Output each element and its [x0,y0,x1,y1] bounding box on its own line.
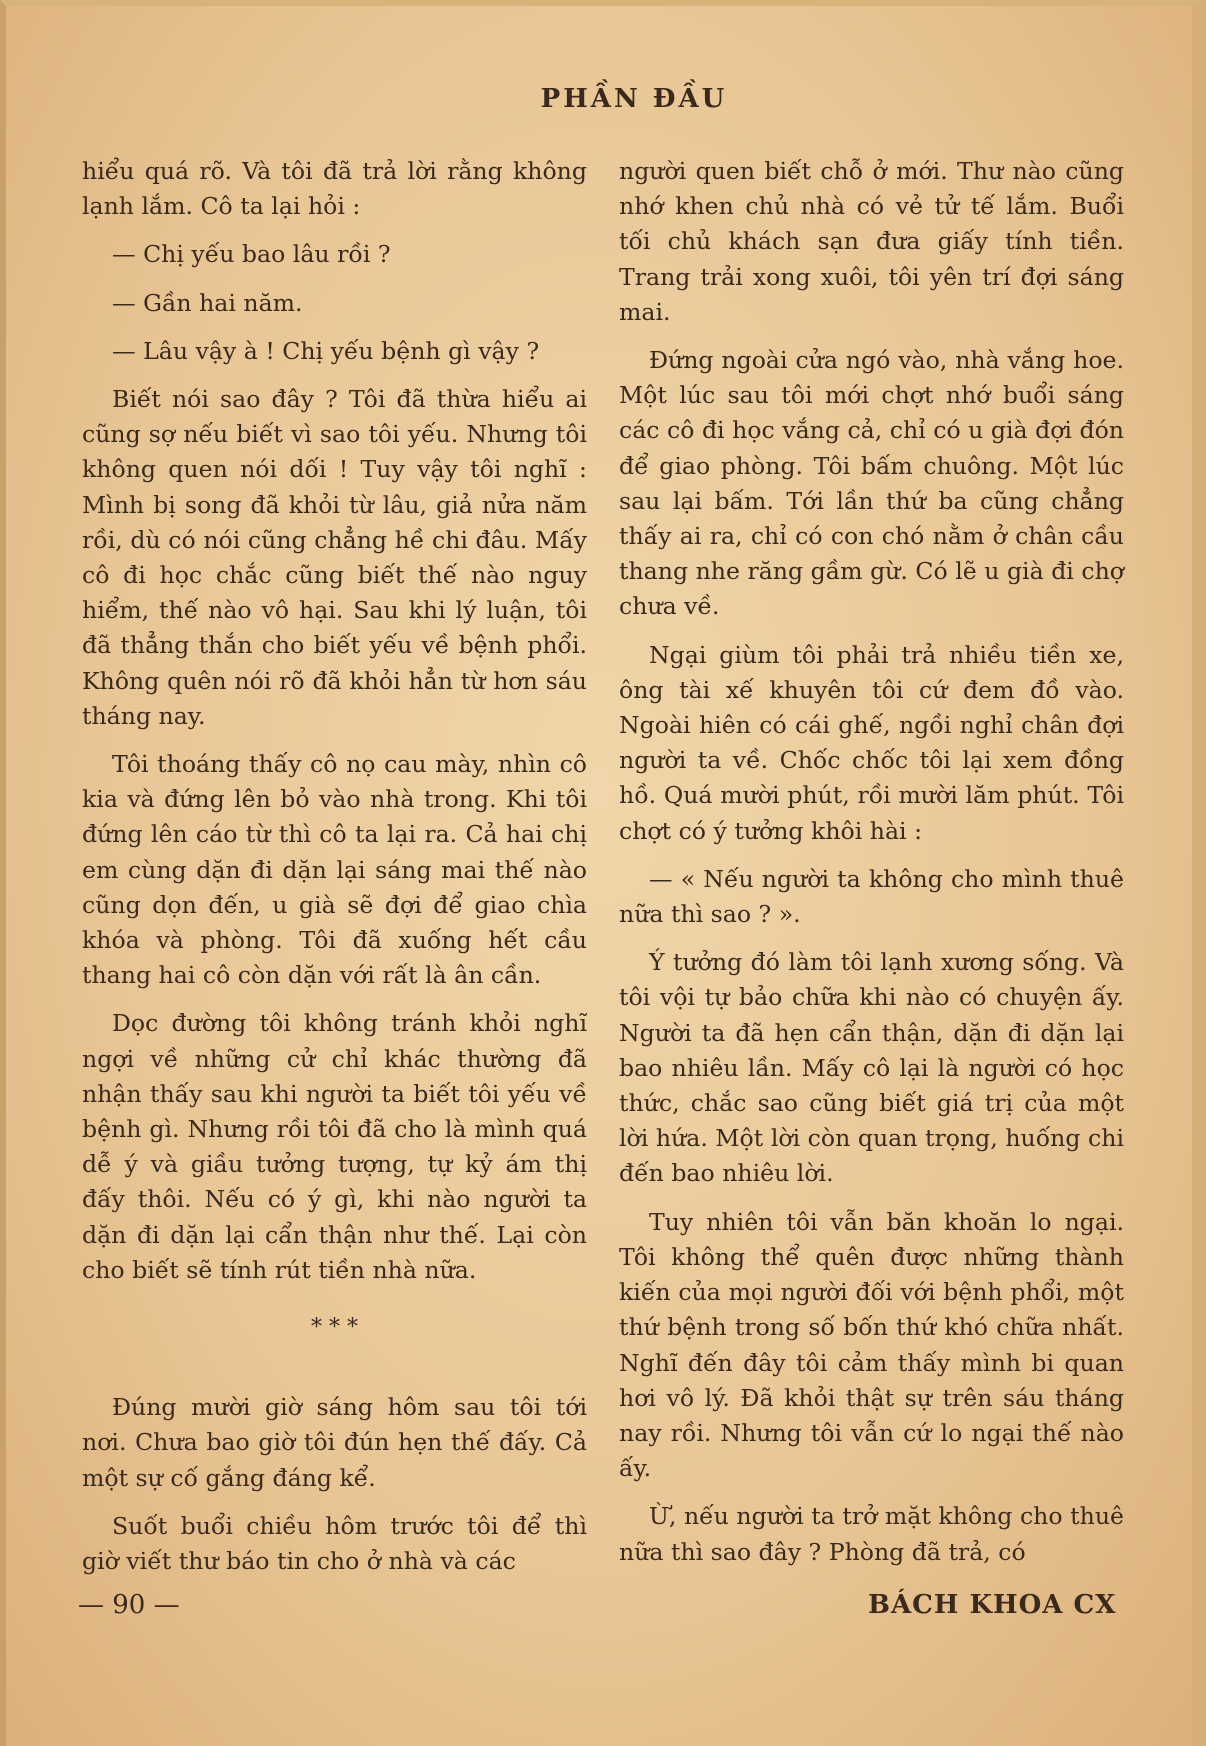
left-column [82,154,587,1592]
magazine-name: BÁCH KHOA CX [868,1590,1117,1620]
paragraph: Suốt buổi chiều hôm trước tôi để thì giờ viết thư báo tin cho ở nhà và các [82,1511,587,1575]
page-number: — 90 — [78,1590,180,1620]
dialogue-line: — Lâu vậy à ! Chị yếu bệnh gì vậy ? [112,336,540,365]
paragraph: Đứng ngoài cửa ngó vào, nhà vắng hoe. Một lúc sau tôi mới chợt nhớ buổi sáng các cô đi học vắng cả, chỉ có u già đợi đón để giao phòng. Tôi bấm chuông. Một lúc sau lại bấm. Tới lần thứ ba cũng chẳng thấy ai ra, chỉ có con chó nằm ở chân cầu thang nhe răng gầm gừ. Có lẽ u già đi chợ chưa về. [619,346,1124,621]
paragraph: Dọc đường tôi không tránh khỏi nghĩ ngợi về những cử chỉ khác thường đã nhận thấy sau khi người ta biết tôi yếu về bệnh gì. Nhưng rồi tôi đã cho là mình quá dễ ý và giầu tưởng tượng, tự kỷ ám thị đấy thôi. Nếu có ý gì, khi nào người ta dặn đi dặn lại cẩn thận như thế. Lại còn cho biết sẽ tính rút tiền nhà nữa. [82,1009,587,1284]
dialogue-line: — Chị yếu bao lâu rồi ? [112,240,391,269]
paragraph: Ý tưởng đó làm tôi lạnh xương sống. Và tôi vội tự bảo chữa khi nào có chuyện ấy. Người ta đã hẹn cẩn thận, dặn đi dặn lại bao nhiêu lần. Mấy cô lại là người có học thức, chắc sao cũng biết giá trị của một lời hứa. Một lời còn quan trọng, huống chi đến bao nhiêu lời. [619,948,1124,1188]
page-header: PHẦN ĐẦU [540,84,728,114]
paragraph: Ừ, nếu người ta trở mặt không cho thuê nữa thì sao đây ? Phòng đã trả, có [619,1502,1124,1566]
paragraph: Tôi thoáng thấy cô nọ cau mày, nhìn cô kia và đứng lên bỏ vào nhà trong. Khi tôi đứng lên cáo từ thì cô ta lại ra. Cả hai chị em cùng dặn đi dặn lại sáng mai thế nào cũng dọn đến, u già sẽ đợi để giao chìa khóa và phòng. Tôi đã xuống hết cầu thang hai cô còn dặn với rất là ân cần. [82,750,587,990]
paragraph: Đúng mười giờ sáng hôm sau tôi tới nơi. Chưa bao giờ tôi đún hẹn thế đấy. Cả một sự cố gắng đáng kể. [82,1393,587,1492]
section-separator: * * * [311,1315,358,1341]
paragraph: Biết nói sao đây ? Tôi đã thừa hiểu ai cũng sợ nếu biết vì sao tôi yếu. Nhưng tôi không quen nói dối ! Tuy vậy tôi nghĩ : Mình bị song đã khỏi từ lâu, giả nửa năm rồi, dù có nói cũng chẳng hề chi đâu. Mấy cô đi học chắc cũng biết thế nào nguy hiểm, thế nào vô hại. Sau khi lý luận, tôi đã thẳng thắn cho biết yếu về bệnh phổi. Không quên nói rõ đã khỏi hẳn từ hơn sáu tháng nay. [82,385,587,730]
right-column [619,154,1124,1583]
dialogue-line: — « Nếu người ta không cho mình thuê nữa thì sao ? ». [619,864,1124,929]
paragraph: người quen biết chỗ ở mới. Thư nào cũng nhớ khen chủ nhà có vẻ tử tế lắm. Buổi tối chủ khách sạn đưa giấy tính tiền. Trang trải xong xuôi, tôi yên trí đợi sáng mai. [619,157,1124,326]
paragraph: Tuy nhiên tôi vẫn băn khoăn lo ngại. Tôi không thể quên được những thành kiến của mọi người đối với bệnh phổi, một thứ bệnh trong số bốn thứ khó chữa nhất. Nghĩ đến đây tôi cảm thấy mình bi quan hơi vô lý. Đã khỏi thật sự trên sáu tháng nay rồi. Nhưng tôi vẫn cứ lo ngại thế nào ấy. [619,1207,1124,1483]
dialogue-line: — Gần hai năm. [112,288,303,317]
paragraph: Ngại giùm tôi phải trả nhiều tiền xe, ông tài xế khuyên tôi cứ đem đồ vào. Ngoài hiên có cái ghế, ngồi nghỉ chân đợi người ta về. Chốc chốc tôi lại xem đồng hồ. Quá mười phút, rồi mười lăm phút. Tôi chợt có ý tưởng khôi hài : [619,640,1124,845]
paragraph: hiểu quá rõ. Và tôi đã trả lời rằng không lạnh lắm. Cô ta lại hỏi : [82,157,587,221]
